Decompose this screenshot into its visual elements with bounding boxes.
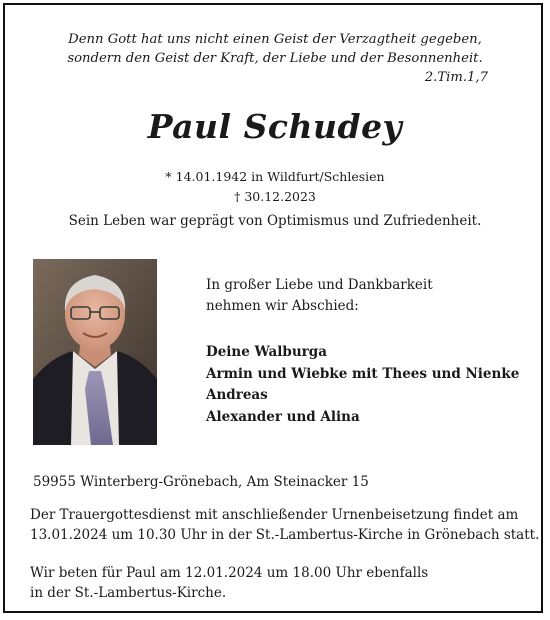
verse-source: 2.Tim.1,7 (424, 70, 488, 85)
farewell-line-1: In großer Liebe und Dankbarkeit (206, 277, 433, 293)
mourner: Deine Walburga (206, 344, 327, 360)
mourner: Alexander und Alina (206, 408, 360, 425)
bible-verse (60, 30, 490, 68)
death-date: † 30.12.2023 (234, 189, 316, 204)
prayer-line-1: Wir beten für Paul am 12.01.2024 um 18.00 Uhr ebenfalls (30, 565, 429, 581)
service-line-2: 13.01.2024 um 10.30 Uhr in der St.-Lambertus-Kirche in Grönebach statt. (30, 527, 540, 543)
verse-line-2: sondern den Geist der Kraft, der Liebe und der Besonnenheit. (67, 51, 483, 66)
tagline: Sein Leben war geprägt von Optimismus und Zufriedenheit. (68, 213, 482, 229)
farewell-text (206, 275, 433, 317)
deceased-name: Paul Schudey (147, 107, 403, 146)
service-line-1: Der Trauergottesdienst mit anschließender Urnenbeisetzung findet am (30, 507, 519, 523)
prayer-info (30, 563, 428, 603)
verse-line-1: Denn Gott hat uns nicht einen Geist der Verzagtheit gegeben, (68, 32, 482, 47)
mourner: Armin und Wiebke mit Thees und Nienke (206, 365, 520, 382)
mourners-list (206, 342, 519, 428)
mourner: Andreas (206, 387, 268, 403)
birth-date: * 14.01.1942 in Wildfurt/Schlesien (165, 169, 385, 184)
funeral-service-info (30, 505, 539, 545)
address: 59955 Winterberg-Grönebach, Am Steinacker 15 (33, 474, 369, 490)
prayer-line-2: in der St.-Lambertus-Kirche. (30, 585, 227, 601)
portrait-photo (33, 259, 157, 445)
life-dates (0, 167, 550, 207)
farewell-line-2: nehmen wir Abschied: (206, 298, 359, 314)
